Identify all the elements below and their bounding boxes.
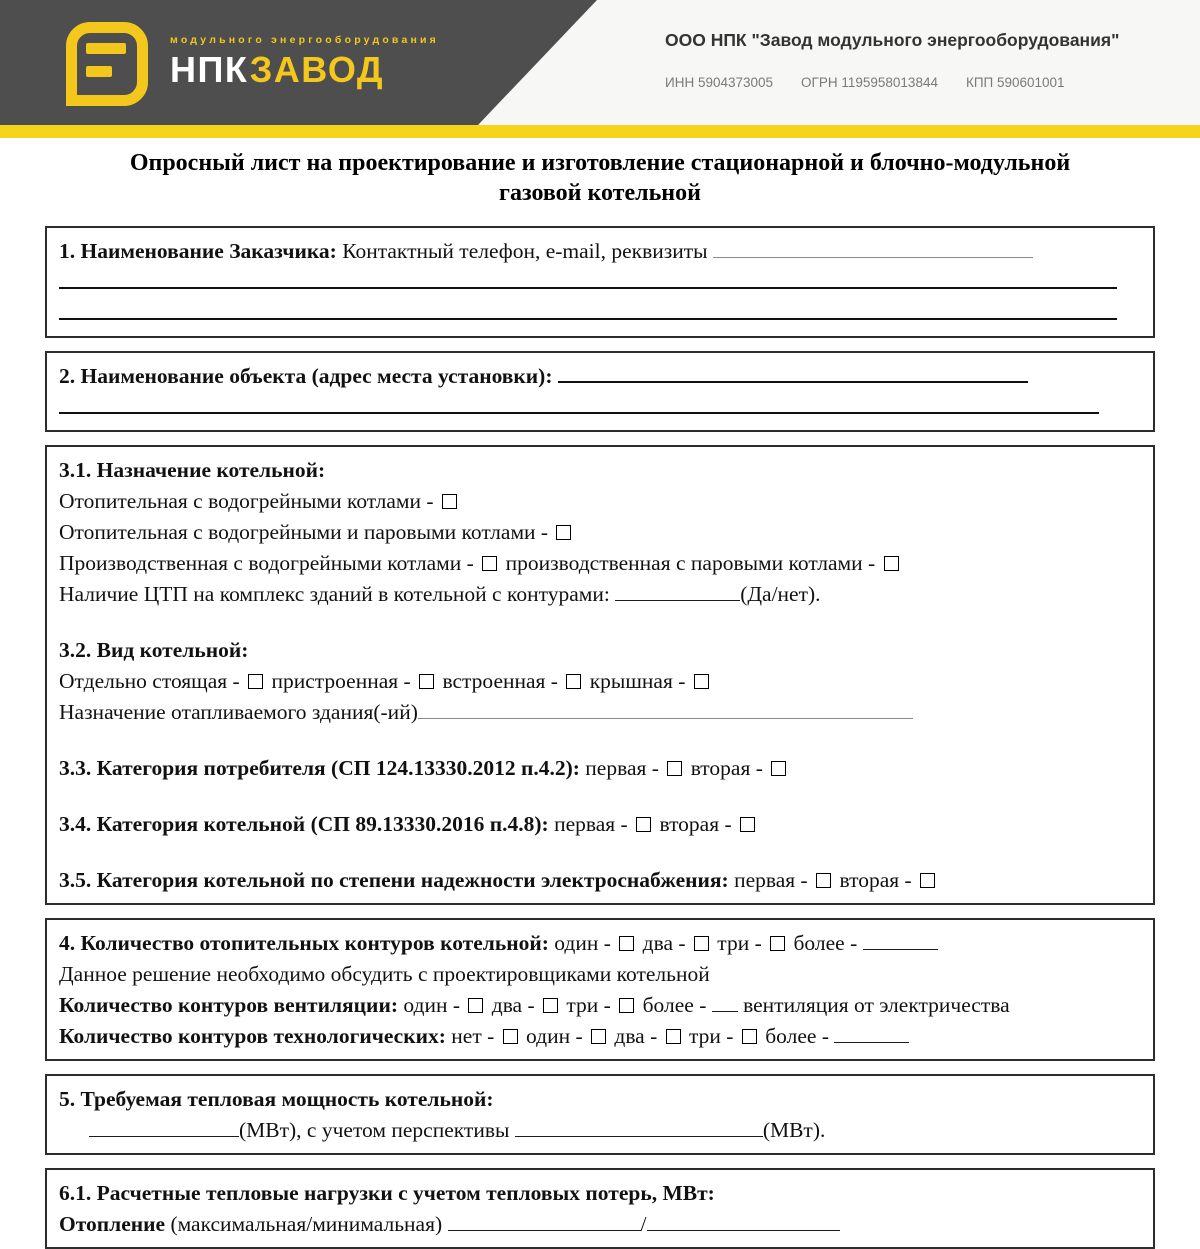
- field-text: один -: [403, 993, 466, 1017]
- form-section-6: [45, 1168, 1155, 1249]
- form-body: [0, 226, 1200, 1249]
- form-line: [59, 1115, 1141, 1146]
- form-section-5: [45, 1074, 1155, 1155]
- checkbox[interactable]: [556, 525, 571, 540]
- field-text: производственная с паровыми котлами -: [500, 551, 881, 575]
- field-text: Данное решение необходимо обсудить с проектировщиками котельной: [59, 962, 710, 986]
- form-line: [59, 666, 1141, 697]
- form-line: [59, 579, 1141, 610]
- logo-name-npk: НПК: [170, 49, 250, 90]
- fill-in-blank[interactable]: [418, 717, 913, 719]
- field-text: Назначение отапливаемого здания(-ий): [59, 700, 418, 724]
- field-text: нет -: [451, 1024, 500, 1048]
- field-text: пристроенная -: [266, 669, 417, 693]
- checkbox[interactable]: [248, 674, 263, 689]
- header: [0, 0, 1200, 125]
- inn-value: ИНН 5904373005: [665, 75, 774, 90]
- fill-in-blank[interactable]: [863, 948, 938, 950]
- form-line: [59, 865, 1141, 896]
- field-text: Отопительная с водогрейными и паровыми котлами -: [59, 520, 554, 544]
- field-text: два -: [609, 1024, 663, 1048]
- field-text: Отдельно стоящая -: [59, 669, 246, 693]
- checkbox[interactable]: [666, 1029, 681, 1044]
- fill-in-blank[interactable]: [89, 1135, 239, 1137]
- field-text: три -: [711, 931, 768, 955]
- company-name: ООО НПК "Завод модульного энергооборудования": [665, 30, 1120, 50]
- form-line: [59, 455, 1141, 486]
- form-line: [59, 697, 1141, 728]
- yellow-divider: [0, 125, 1200, 138]
- checkbox[interactable]: [770, 936, 785, 951]
- checkbox[interactable]: [442, 494, 457, 509]
- checkbox[interactable]: [503, 1029, 518, 1044]
- fill-in-blank[interactable]: [834, 1041, 909, 1043]
- field-label: 5. Требуемая тепловая мощность котельной:: [59, 1087, 494, 1111]
- form-section-2: [45, 351, 1155, 432]
- logo-bar: [86, 66, 112, 77]
- checkbox[interactable]: [694, 674, 709, 689]
- field-text: три -: [561, 993, 617, 1017]
- logo-bar: [86, 43, 126, 54]
- fill-in-blank[interactable]: [59, 287, 1117, 289]
- form-line: [59, 392, 1141, 423]
- checkbox[interactable]: [694, 936, 709, 951]
- form-line: [59, 635, 1141, 666]
- form-line: [59, 1178, 1141, 1209]
- field-text: Производственная с водогрейными котлами -: [59, 551, 480, 575]
- field-text: (МВт).: [762, 1118, 826, 1142]
- checkbox[interactable]: [619, 998, 634, 1013]
- fill-in-blank[interactable]: [59, 412, 1099, 414]
- checkbox[interactable]: [566, 674, 581, 689]
- field-text: вторая -: [654, 812, 738, 836]
- form-section-3: [45, 445, 1155, 905]
- page-title: Опросный лист на проектирование и изготовление стационарной и блочно-модульной газовой котельной: [129, 150, 1071, 206]
- form-line: [59, 1021, 1141, 1052]
- checkbox[interactable]: [591, 1029, 606, 1044]
- form-line: [59, 517, 1141, 548]
- field-text: вторая -: [685, 756, 769, 780]
- form-line: [59, 486, 1141, 517]
- field-text: Наличие ЦТП на комплекс зданий в котельной с контурами:: [59, 582, 616, 606]
- field-text: два -: [637, 931, 691, 955]
- form-line: [59, 236, 1141, 267]
- fill-in-blank[interactable]: [448, 1229, 641, 1231]
- field-text: более -: [788, 931, 863, 955]
- field-text: встроенная -: [437, 669, 564, 693]
- field-text: первая -: [585, 756, 665, 780]
- checkbox[interactable]: [742, 1029, 757, 1044]
- form-line: [59, 753, 1141, 784]
- field-text: первая -: [734, 868, 814, 892]
- field-label: 2. Наименование объекта (адрес места установки):: [59, 364, 558, 388]
- form-line: [59, 1209, 1141, 1240]
- ogrn-value: ОГРН 1195958013844: [801, 75, 938, 90]
- logo-name-zavod: ЗАВОД: [249, 49, 385, 90]
- checkbox[interactable]: [636, 817, 651, 832]
- field-label: 3.1. Назначение котельной:: [59, 458, 326, 482]
- company-requisites: [665, 75, 1185, 90]
- field-text: более -: [637, 993, 712, 1017]
- field-text: /: [640, 1212, 647, 1236]
- field-label: 3.4. Категория котельной (СП 89.13330.2016 п.4.8):: [59, 812, 555, 836]
- field-text: Контактный телефон, e-mail, реквизиты: [342, 239, 713, 263]
- form-line: [59, 959, 1141, 990]
- kpp-value: КПП 590601001: [965, 75, 1065, 90]
- form-line: [59, 990, 1141, 1021]
- form-line: [59, 1084, 1141, 1115]
- field-label: 3.3. Категория потребителя (СП 124.13330.2012 п.4.2):: [59, 756, 586, 780]
- checkbox[interactable]: [740, 817, 755, 832]
- field-label: 1. Наименование Заказчика:: [59, 239, 343, 263]
- field-text: Отопительная с водогрейными котлами -: [59, 489, 439, 513]
- checkbox[interactable]: [468, 998, 483, 1013]
- form-line: [59, 928, 1141, 959]
- checkbox[interactable]: [667, 761, 682, 776]
- field-label: 4. Количество отопительных контуров котельной:: [59, 931, 555, 955]
- field-text: один -: [554, 931, 617, 955]
- field-text: крышная -: [584, 669, 691, 693]
- form-section-4: [45, 918, 1155, 1061]
- checkbox[interactable]: [816, 873, 831, 888]
- logo-tagline: модульного энергооборудования: [170, 34, 440, 46]
- field-label: 6.1. Расчетные тепловые нагрузки с учетом тепловых потерь, МВт:: [59, 1181, 715, 1205]
- field-text: первая -: [554, 812, 634, 836]
- field-text: два -: [486, 993, 541, 1017]
- field-label: Отопление: [59, 1212, 171, 1236]
- fill-in-blank[interactable]: [647, 1229, 840, 1231]
- fill-in-blank[interactable]: [713, 256, 1033, 258]
- logo-a-monogram-icon: [66, 22, 148, 106]
- field-text: вторая -: [834, 868, 918, 892]
- field-text: (максимальная/минимальная): [170, 1212, 448, 1236]
- field-text: (МВт), с учетом перспективы: [239, 1118, 515, 1142]
- checkbox[interactable]: [771, 761, 786, 776]
- fill-in-blank[interactable]: [59, 318, 1117, 320]
- field-label: Количество контуров технологических:: [59, 1024, 452, 1048]
- checkbox[interactable]: [884, 556, 899, 571]
- field-label: 3.2. Вид котельной:: [59, 638, 249, 662]
- form-line: [59, 809, 1141, 840]
- header-company-block: [665, 30, 1185, 90]
- fill-in-blank[interactable]: [615, 599, 740, 601]
- logo-text: [170, 22, 439, 88]
- form-line: [59, 361, 1141, 392]
- checkbox[interactable]: [543, 998, 558, 1013]
- field-label: Количество контуров вентиляции:: [59, 993, 404, 1017]
- checkbox[interactable]: [619, 936, 634, 951]
- fill-in-blank[interactable]: [515, 1135, 763, 1137]
- company-logo: [66, 22, 439, 106]
- checkbox[interactable]: [920, 873, 935, 888]
- form-line: [59, 298, 1141, 329]
- field-text: три -: [683, 1024, 739, 1048]
- form-section-1: [45, 226, 1155, 338]
- checkbox[interactable]: [482, 556, 497, 571]
- field-text: более -: [759, 1024, 835, 1048]
- field-label: 3.5. Категория котельной по степени надежности электроснабжения:: [59, 868, 735, 892]
- field-text: вентиляция от электричества: [737, 993, 1010, 1017]
- form-line: [59, 548, 1141, 579]
- fill-in-blank[interactable]: [712, 1010, 738, 1012]
- checkbox[interactable]: [419, 674, 434, 689]
- logo-name: [170, 49, 439, 90]
- field-text: (Да/нет).: [740, 582, 821, 606]
- field-text: один -: [520, 1024, 588, 1048]
- form-line: [59, 267, 1141, 298]
- fill-in-blank[interactable]: [558, 381, 1028, 383]
